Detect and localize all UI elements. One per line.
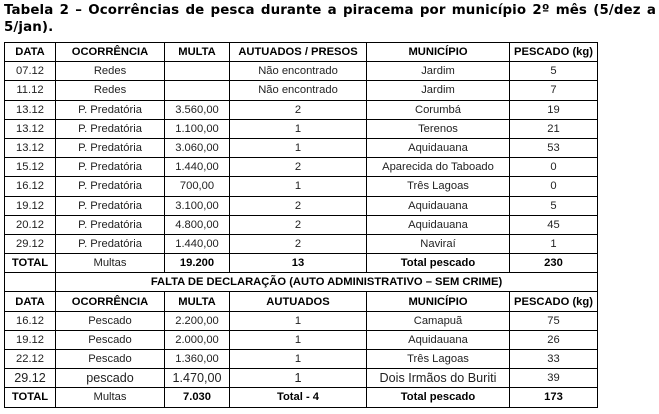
cell-municipality: Jardim	[367, 62, 510, 81]
table-row	[5, 158, 598, 177]
total-occurrence: Multas	[56, 388, 165, 407]
cell-occurrence: Pescado	[56, 311, 165, 330]
cell-occurrence: P. Predatória	[56, 158, 165, 177]
cell-occurrence: Pescado	[56, 350, 165, 369]
header-autuados: AUTUADOS / PRESOS	[230, 43, 367, 62]
total-row	[5, 388, 598, 407]
cell-occurrence: P. Predatória	[56, 138, 165, 157]
total-fine: 19.200	[165, 254, 230, 273]
cell-date: 13.12	[5, 100, 56, 119]
cell-date: 22.12	[5, 350, 56, 369]
cell-autuados: 2	[230, 215, 367, 234]
total-occurrence: Multas	[56, 254, 165, 273]
cell-autuados: 1	[230, 330, 367, 349]
cell-fine	[165, 81, 230, 100]
cell-fished-kg: 53	[510, 138, 598, 157]
header-date: DATA	[5, 292, 56, 311]
total-fine: 7.030	[165, 388, 230, 407]
cell-municipality: Aquidauana	[367, 138, 510, 157]
cell-autuados: 1	[230, 119, 367, 138]
cell-date: 13.12	[5, 138, 56, 157]
cell-autuados: 2	[230, 234, 367, 253]
cell-fine: 2.000,00	[165, 330, 230, 349]
cell-date: 19.12	[5, 196, 56, 215]
cell-municipality: Aquidauana	[367, 196, 510, 215]
cell-date: 15.12	[5, 158, 56, 177]
header-occurrence: OCORRÊNCIA	[56, 292, 165, 311]
cell-municipality: Dois Irmãos do Buriti	[367, 369, 510, 388]
cell-fine: 1.100,00	[165, 119, 230, 138]
total-autuados: 13	[230, 254, 367, 273]
cell-occurrence: P. Predatória	[56, 177, 165, 196]
table-row	[5, 234, 598, 253]
cell-municipality: Aparecida do Taboado	[367, 158, 510, 177]
cell-municipality: Aquidauana	[367, 215, 510, 234]
table-row	[5, 177, 598, 196]
table-caption: Tabela 2 – Ocorrências de pesca durante a piracema por município 2º mês (5/dez a 5/jan).	[4, 3, 656, 35]
header-date: DATA	[5, 43, 56, 62]
header-fished-kg: PESCADO (kg)	[510, 43, 598, 62]
cell-occurrence: P. Predatória	[56, 119, 165, 138]
cell-autuados: Não encontrado	[230, 62, 367, 81]
header-row	[5, 43, 598, 62]
cell-municipality: Camapuã	[367, 311, 510, 330]
table-row	[5, 350, 598, 369]
cell-fished-kg: 26	[510, 330, 598, 349]
cell-occurrence: Redes	[56, 81, 165, 100]
cell-autuados: 2	[230, 100, 367, 119]
header-fine: MULTA	[165, 292, 230, 311]
cell-fine	[165, 62, 230, 81]
cell-occurrence: P. Predatória	[56, 234, 165, 253]
cell-municipality: Aquidauana	[367, 330, 510, 349]
table-row	[5, 100, 598, 119]
cell-fished-kg: 0	[510, 158, 598, 177]
header-fished-kg: PESCADO (kg)	[510, 292, 598, 311]
cell-autuados: 1	[230, 311, 367, 330]
header-municipality: MUNICÍPIO	[367, 292, 510, 311]
cell-date: 16.12	[5, 177, 56, 196]
header-autuados: AUTUADOS	[230, 292, 367, 311]
cell-occurrence: Redes	[56, 62, 165, 81]
total-date: TOTAL	[5, 254, 56, 273]
cell-fine: 2.200,00	[165, 311, 230, 330]
cell-fine: 700,00	[165, 177, 230, 196]
cell-fine: 1.440,00	[165, 234, 230, 253]
cell-autuados: 1	[230, 350, 367, 369]
cell-fished-kg: 45	[510, 215, 598, 234]
total-row	[5, 254, 598, 273]
cell-municipality: Três Lagoas	[367, 350, 510, 369]
cell-municipality: Três Lagoas	[367, 177, 510, 196]
table-row	[5, 81, 598, 100]
header-fine: MULTA	[165, 43, 230, 62]
cell-fished-kg: 5	[510, 196, 598, 215]
header-row	[5, 292, 598, 311]
table-row	[5, 138, 598, 157]
cell-occurrence: P. Predatória	[56, 215, 165, 234]
cell-fished-kg: 0	[510, 177, 598, 196]
section-title: FALTA DE DECLARAÇÃO (AUTO ADMINISTRATIVO – SEM CRIME)	[56, 273, 598, 292]
cell-municipality: Corumbá	[367, 100, 510, 119]
cell-date: 16.12	[5, 311, 56, 330]
table-row	[5, 215, 598, 234]
cell-fished-kg: 33	[510, 350, 598, 369]
cell-fished-kg: 21	[510, 119, 598, 138]
header-municipality: MUNICÍPIO	[367, 43, 510, 62]
cell-date: 29.12	[5, 234, 56, 253]
table-row	[5, 369, 598, 388]
total-date: TOTAL	[5, 388, 56, 407]
table-row	[5, 119, 598, 138]
cell-fine: 1.440,00	[165, 158, 230, 177]
cell-fished-kg: 5	[510, 62, 598, 81]
cell-autuados: 2	[230, 158, 367, 177]
table-row	[5, 311, 598, 330]
section-title-row	[5, 273, 598, 292]
cell-fine: 1.360,00	[165, 350, 230, 369]
cell-municipality: Terenos	[367, 119, 510, 138]
cell-municipality: Jardim	[367, 81, 510, 100]
cell-fished-kg: 39	[510, 369, 598, 388]
cell-fine: 3.060,00	[165, 138, 230, 157]
cell-fished-kg: 75	[510, 311, 598, 330]
cell-date: 13.12	[5, 119, 56, 138]
total-municipality: Total pescado	[367, 254, 510, 273]
cell-date: 29.12	[5, 369, 56, 388]
cell-municipality: Naviraí	[367, 234, 510, 253]
cell-fine: 4.800,00	[165, 215, 230, 234]
header-occurrence: OCORRÊNCIA	[56, 43, 165, 62]
cell-occurrence: Pescado	[56, 330, 165, 349]
cell-fine: 1.470,00	[165, 369, 230, 388]
total-autuados: Total - 4	[230, 388, 367, 407]
cell-date: 19.12	[5, 330, 56, 349]
total-fished-kg: 173	[510, 388, 598, 407]
cell-date: 20.12	[5, 215, 56, 234]
cell-occurrence: P. Predatória	[56, 196, 165, 215]
table-row	[5, 330, 598, 349]
cell-fine: 3.100,00	[165, 196, 230, 215]
total-municipality: Total pescado	[367, 388, 510, 407]
cell-occurrence: pescado	[56, 369, 165, 388]
cell-date: 11.12	[5, 81, 56, 100]
cell-autuados: 1	[230, 177, 367, 196]
cell-fished-kg: 7	[510, 81, 598, 100]
table-row	[5, 196, 598, 215]
total-fished-kg: 230	[510, 254, 598, 273]
empty-cell	[5, 273, 56, 292]
cell-date: 07.12	[5, 62, 56, 81]
cell-fished-kg: 1	[510, 234, 598, 253]
cell-fished-kg: 19	[510, 100, 598, 119]
cell-autuados: 1	[230, 369, 367, 388]
table-row	[5, 62, 598, 81]
cell-autuados: 1	[230, 138, 367, 157]
cell-autuados: Não encontrado	[230, 81, 367, 100]
cell-fine: 3.560,00	[165, 100, 230, 119]
cell-autuados: 2	[230, 196, 367, 215]
fishing-occurrences-table	[4, 42, 598, 408]
cell-occurrence: P. Predatória	[56, 100, 165, 119]
